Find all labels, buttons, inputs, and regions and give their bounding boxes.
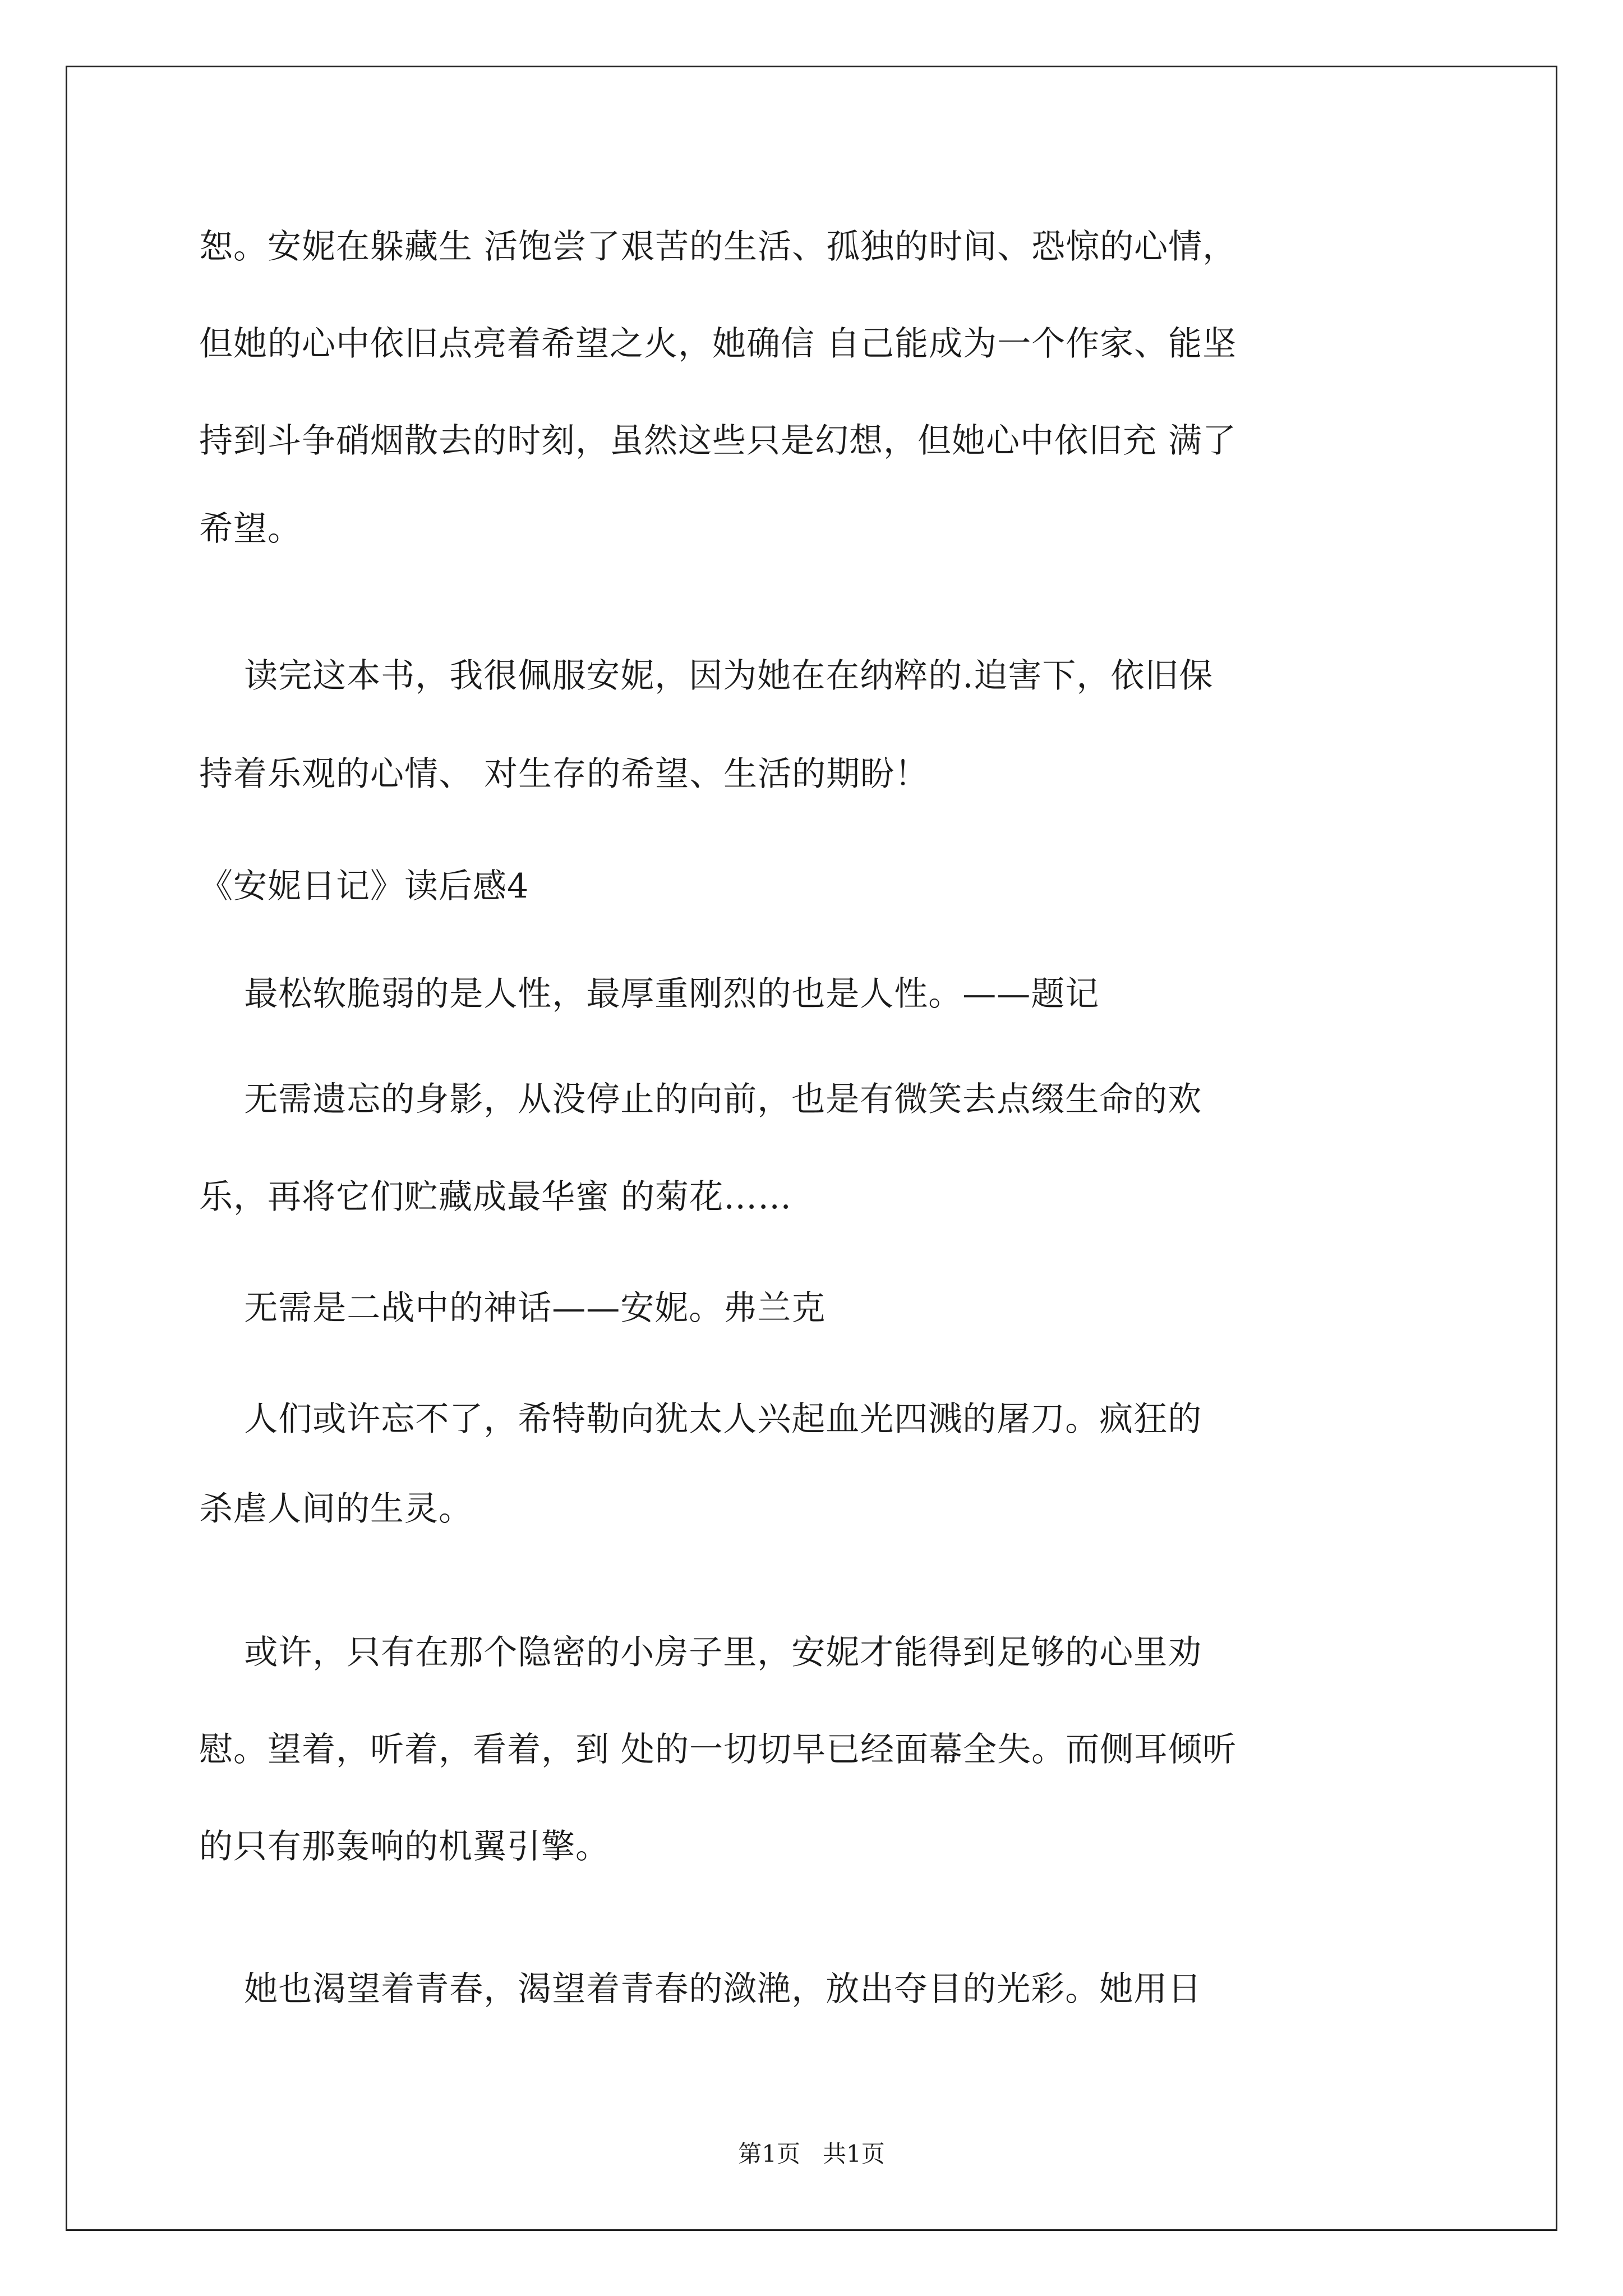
text-line: 最松软脆弱的是人性，最厚重刚烈的也是人性。——题记 <box>199 974 1100 1014</box>
text-line: 她也渴望着青春，渴望着青春的潋滟，放出夺目的光彩。她用日 <box>199 1970 1202 2009</box>
text-line: 无需是二战中的神话——安妮。弗兰克 <box>199 1289 826 1328</box>
text-line: 无需遗忘的身影，从没停止的向前，也是有微笑去点缀生命的欢 <box>199 1080 1202 1119</box>
page-border <box>66 66 1557 2231</box>
text-line: 乐，再将它们贮藏成最华蜜 的菊花…… <box>199 1177 792 1217</box>
text-line: 或许，只有在那个隐密的小房子里，安妮才能得到足够的心里劝 <box>199 1633 1202 1672</box>
text-line: 持着乐观的心情、 对生存的希望、生活的期盼！ <box>199 754 929 794</box>
text-line: 慰。望着，听着，看着，到 处的一切切早已经面幕全失。而侧耳倾听 <box>199 1730 1237 1769</box>
text-line: 恕。安妮在躲藏生 活饱尝了艰苦的生活、孤独的时间、恐惊的心情， <box>199 227 1237 266</box>
text-line: 持到斗争硝烟散去的时刻，虽然这些只是幻想，但她心中依旧充 满了 <box>199 421 1237 461</box>
text-line: 人们或许忘不了，希特勒向犹太人兴起血光四溅的屠刀。疯狂的 <box>199 1400 1202 1439</box>
text-line: 但她的心中依旧点亮着希望之火，她确信 自己能成为一个作家、能坚 <box>199 324 1237 364</box>
text-line: 杀虐人间的生灵。 <box>199 1489 473 1529</box>
page-footer: 第1页 共1页 <box>738 2140 885 2168</box>
text-line: 读完这本书，我很佩服安妮，因为她在在纳粹的.迫害下，依旧保 <box>199 656 1214 696</box>
text-line: 希望。 <box>199 509 302 549</box>
section-heading: 《安妮日记》读后感4 <box>199 867 529 906</box>
text-line: 的只有那轰响的机翼引擎。 <box>199 1827 610 1866</box>
